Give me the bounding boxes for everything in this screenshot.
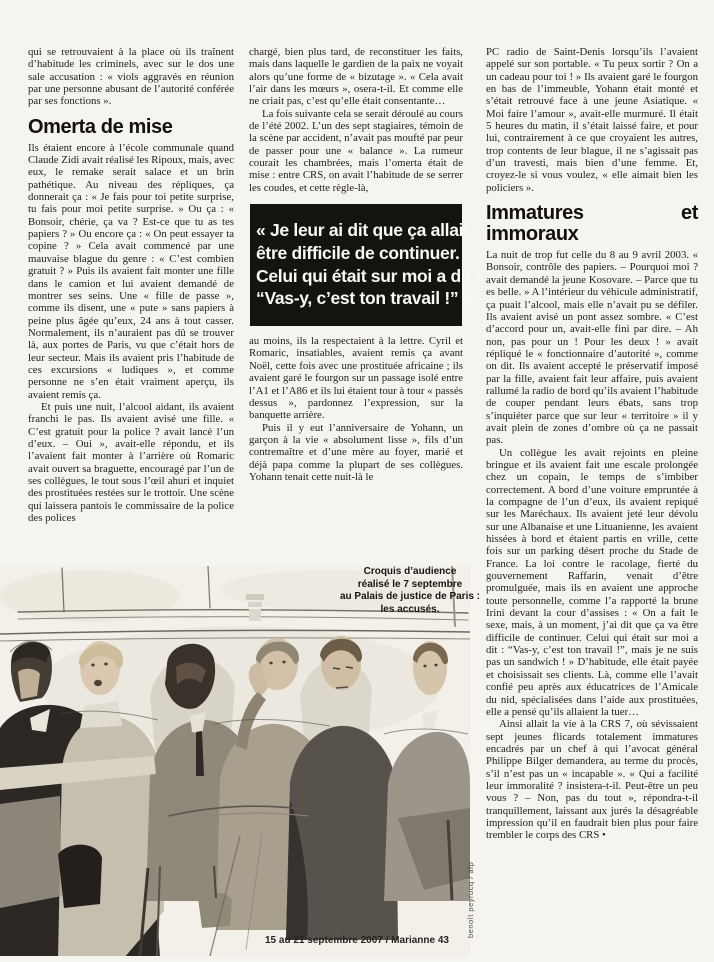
column-middle bbox=[249, 46, 482, 483]
heading-omerta-de-mise: Omerta de mise bbox=[28, 115, 173, 138]
courtroom-sketch-illustration bbox=[0, 566, 470, 956]
paragraph: La fois suivante cela se serait déroulé au cours de l’été 2002. L’un des sept stagiaires, témoin de la scène par accident, n’avait pas moufté par peur de passer pour une « balance ». La rumeur courait les chambrées, mais l’omerta était de mise : entre CRS, on avait l’habitude de se serrer les coudes, et cette règle-là, bbox=[249, 107, 463, 194]
caption-line: au Palais de justice de Paris : bbox=[339, 591, 481, 602]
pull-quote-line: “Vas-y, c’est ton travail !” » bbox=[256, 288, 473, 309]
footer-issue-date: 15 au 21 septembre 2007 / Marianne bbox=[265, 935, 438, 946]
illustration-credit: benoît peyrucq / afp bbox=[466, 861, 475, 938]
paragraph: Puis il y eut l’anniversaire de Yohann, un garçon à la vie « absolument lisse », fils d’un contremaître et d’une mère au foyer, marié et déjà papa comme la plupart de ses collègues. Yohann tenait cette nuit-là le bbox=[249, 421, 463, 483]
paragraph: PC radio de Saint-Denis lorsqu’ils l’avaient appelé sur son portable. « Tu peux sortir ? On a un cadeau pour toi ! » Ils avaient garé le fourgon en bas de l’immeuble, Yohann était monté et s’était retrouvé face à une jeune Asiatique. « Moi faire l’amour », avait-elle murmuré. Il était 5 heures du matin, il s’était laissé faire, et pour lui, contrairement à ce que croyaient les autres, trop contents de leur blague, il ne s’agissait pas d’un travesti, mais bien d’une femme. Et, croyez-le si vous voulez, « elle aimait bien les policiers ». bbox=[486, 46, 698, 194]
paragraph: La nuit de trop fut celle du 8 au 9 avril 2003. « Bonsoir, contrôle des papiers. – Pourquoi moi ? avait demandé la jeune Kosovare. – Parce que tu es belle. » A l’intérieur du véhicule administratif, ça puait l’alcool, mais elle n’avait pu se défiler. Ils avaient avisé un pont assez sombre. « C’est d’accord pour un, avait-elle fini par dire. – Ah non, pas pour un ! Pour les deux ! » avait répliqué le « fonctionnaire d’autorité », comme on dit. Ils avaient accepté le préservatif imposé par la fille, avaient fait leur affaire, puis avaient rallumé la radio de bord qu’ils avaient l’habitude de couper pendant leurs ébats, sans trop s’inquiéter parce que sur leur « territoire » il y avait plein de zones d’ombre où ça ne passait pas. bbox=[486, 249, 698, 447]
pull-quote-line: être difficile de continuer. bbox=[256, 242, 460, 263]
illustration-caption bbox=[334, 566, 486, 616]
caption-line: les accusés. bbox=[380, 603, 440, 615]
caption-line: réalisé le 7 septembre bbox=[357, 578, 463, 590]
pull-quote-line: Celui qui était sur moi a dit : bbox=[256, 265, 482, 286]
paragraph: Ils étaient encore à l’école communale quand Claude Zidi avait réalisé les Ripoux, mais, avec eux, le remake serait salace et un brin pathétique. Au niveau des répliques, ça donnerait ça : « Je fais pour toi petite surprise, tu fais pour moi petite surprise. » Ou ça : « Bonsoir, chérie, ça va ? Est-ce que tu as tes papiers ? » Ou encore ça : « On peut essayer ta copine ? » Cela avait commencé par une mauvaise blague du genre : « C’est combien gratuit ? » Puis ils avaient fait monter une fille dans le camion et lui avaient demandé de montrer ses seins. Une « fille de passe », comme ils disent, une « pute » sans papiers à peine plus âgée qu’eux, 24 ans à tout casser. Normalement, ils n’auraient pas dû se trouver là, aux portes de Paris, vu que c’était hors de leur secteur. Mais ils avaient pris l’habitude de ces excursions « ludiques », et comme personne ne s’en était vraiment aperçu, ils avaient remis ça. bbox=[28, 141, 234, 401]
column-left bbox=[28, 46, 234, 524]
pull-quote bbox=[250, 204, 482, 326]
caption-line: Croquis d’audience bbox=[363, 566, 457, 577]
paragraph: au moins, ils la respectaient à la lettre. Cyril et Romaric, insatiables, avaient remis ça avant Noël, cette fois avec une prostituée africaine ; ils avaient garé le fourgon sur un passage isolé entre l’A1 et l’A86 et ils lui étaient tour à tour « passés dessus », pardonnez l’expression, sur la banquette arrière. bbox=[249, 335, 463, 422]
intro-paragraph: qui se retrouvaient à la place où ils traînent d’habitude les criminels, avec sur le dos une sale accusation : « viols aggravés en réunion par une personne abusant de l’autorité conférée par ses fonctions ». bbox=[28, 46, 234, 108]
footer-page-number: 43 bbox=[437, 935, 449, 946]
paragraph: Ainsi allait la vie à la CRS 7, où sévissaient sept jeunes flicards totalement immatures encadrés par un chef à qui l’avocat général Philippe Bilger demandera, au terme du procès, s’il n’est pas un « incapable ». « Qui a facilité leur immoralité ? insistera-t-il. Peut-être un peu vous ? – Non, pas du tout », répondra-t-il tranquillement, laissant aux jurés la désagréable impression qu’il en faudrait bien plus pour faire trembler le corps des CRS • bbox=[486, 718, 698, 842]
page-footer bbox=[0, 935, 714, 946]
paragraph: Un collègue les avait rejoints en pleine bringue et ils avaient fait une escale prolongée chez un copain, le temps de s’imbiber correctement. A bord d’une voiture empruntée à la compagne de l’un d’eux, ils avaient repiqué sur les Maréchaux. Ils avaient jeté leur dévolu sur une Albanaise et une Lituanienne, les avaient hissées à bord et étaient partis en vrille, cette fois sur un parking désert proche du Stade de France. La loi contre le racolage, fierté du gouvernement Raffarin, venait d’être promulguée, mais ils en avaient une approche toute personnelle, comme l’a rapporté la brune Irini devant la cour d’assises : « On a fait le sexe, mais, à un moment, j’ai dit que ça va être difficile de continuer. Celui qui était sur moi a dit : “Vas-y, c’est ton travail !”, mais je ne suis pas un sandwich ! » D’habitude, elle était payée et choisissait ses clients. Là, comme elle l’avait confié peu après aux éducatrices de l’Amicale du nid, spécialisées dans l’aide aux prostituées, elle a pensé qu’ils allaient la tuer… bbox=[486, 446, 698, 718]
paragraph: Et puis une nuit, l’alcool aidant, ils avaient franchi le pas. Ils avaient avisé une fille. « C’est gratuit pour la police ? avait lancé l’un d’eux. – Oui », avait-elle répondu, et ils l’avaient fait monter à l’arrière où Romaric avait ouvert sa braguette, encouragé par l’un de ses collègues, le tout sous l’œil ahuri et inquiet des prostituées restées sur le trottoir. Une scène qui laissera pantois le commissaire de la police des polices bbox=[28, 400, 234, 525]
column-right bbox=[486, 46, 698, 842]
paragraph: chargé, bien plus tard, de reconstituer les faits, mais dans laquelle le gardien de la paix ne voyait alors qu’une forme de « bizutage ». « Cela avait l’air dans les mœurs », osera-t-il. Et comme elle ne criait pas, c’est qu’elle était consentante… bbox=[249, 46, 463, 108]
heading-immatures-et-immoraux: Immatures et immoraux bbox=[486, 202, 698, 246]
pull-quote-line: « Je leur ai dit que ça allait bbox=[256, 220, 469, 241]
